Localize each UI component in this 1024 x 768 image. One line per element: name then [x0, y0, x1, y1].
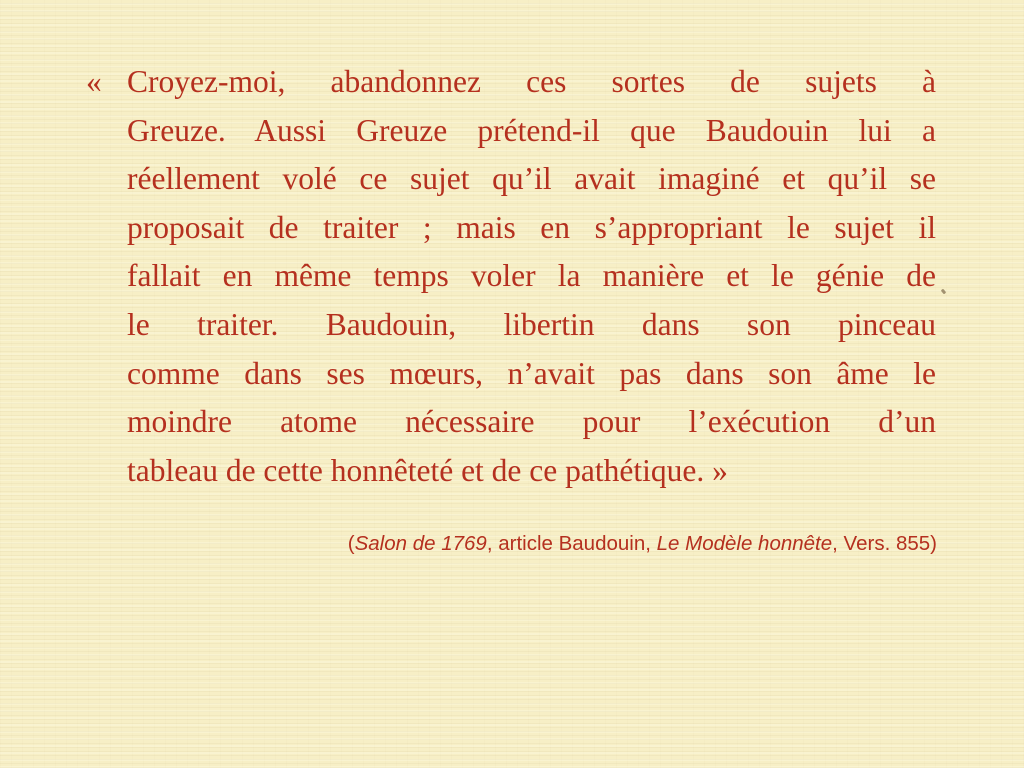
open-quote-mark: «	[86, 64, 102, 99]
quote-line-4: proposait de traiter ; mais en s’appropriant le sujet il	[127, 209, 936, 245]
citation-painting-title: Le Modèle honnête	[656, 532, 833, 555]
citation	[140, 529, 937, 559]
quote-line-2: Greuze. Aussi Greuze prétend-il que Baudouin lui a	[127, 112, 936, 148]
quote-line-5: fallait en même temps voler la manière et le génie de	[127, 258, 936, 294]
citation-work-title: Salon de 1769	[354, 532, 487, 555]
quote-line-6: le traiter. Baudouin, libertin dans son pinceau	[127, 306, 936, 342]
paper-speck	[941, 289, 947, 295]
quote-line-3: réellement volé ce sujet qu’il avait imaginé et qu’il se	[127, 161, 936, 197]
citation-open-paren: (	[347, 532, 355, 555]
quote-line-9: tableau de cette honnêteté et de ce pathétique. »	[127, 452, 728, 488]
quote-line-7: comme dans ses mœurs, n’avait pas dans son âme le	[127, 355, 936, 391]
citation-separator-1: , article Baudouin,	[486, 532, 657, 555]
citation-separator-2: , Vers. 855)	[832, 532, 937, 555]
quote-block	[84, 58, 936, 495]
quote-line-1	[84, 58, 936, 107]
quote-line-1-text: Croyez-moi, abandonnez ces sortes de sujets à	[127, 64, 936, 99]
quote-line-8: moindre atome nécessaire pour l’exécution d’un	[127, 404, 936, 440]
